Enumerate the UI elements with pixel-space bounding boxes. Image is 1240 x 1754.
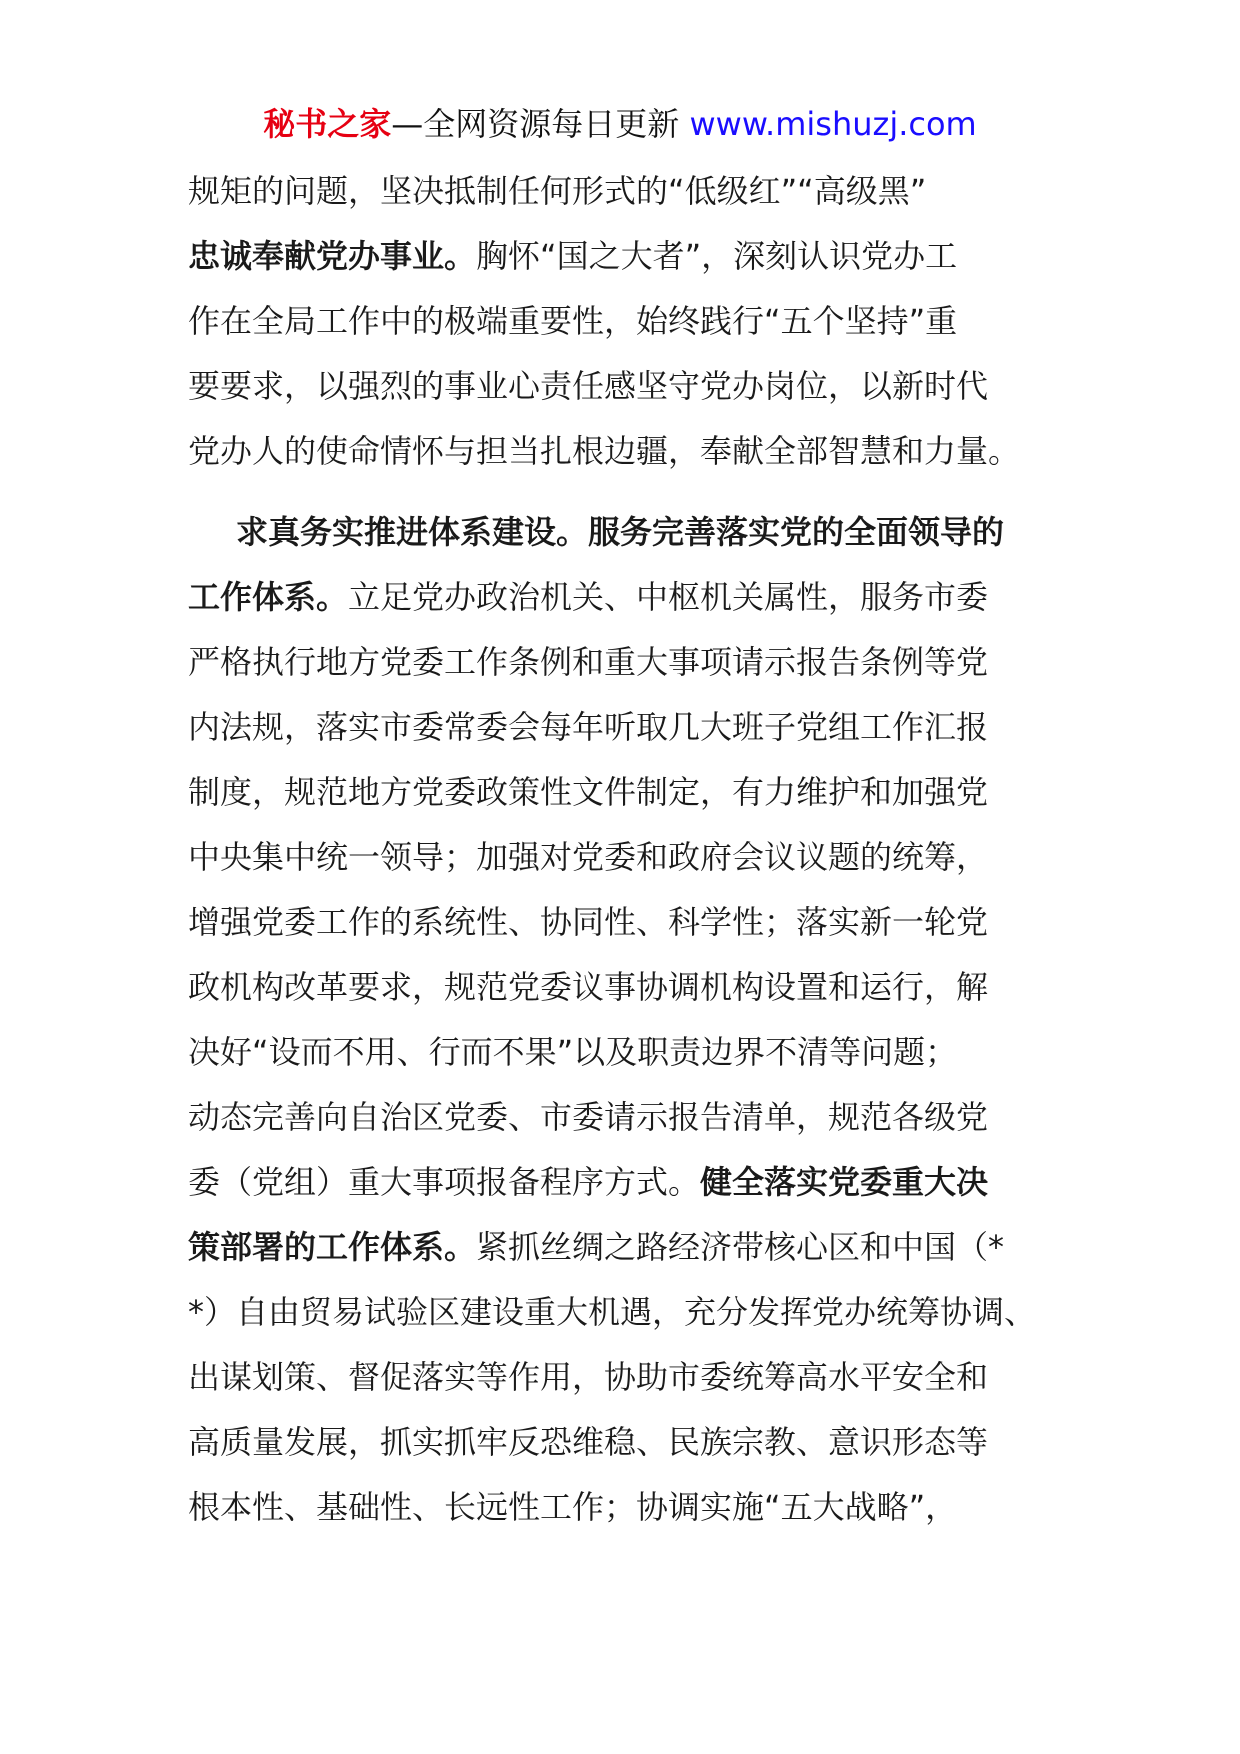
text-segment: 政机构改革要求，规范党委议事协调机构设置和运行，解 — [188, 968, 989, 1006]
text-segment: 严格执行地方党委工作条例和重大事项请示报告条例等党 — [188, 643, 989, 681]
text-segment: 要要求，以强烈的事业心责任感坚守党办岗位，以新时代 — [188, 367, 989, 405]
text-line — [188, 1410, 1068, 1475]
text-line — [188, 159, 1068, 224]
text-line — [188, 695, 1068, 760]
text-line — [188, 500, 1068, 565]
bold-text: 忠诚奉献党办事业。 — [188, 237, 477, 275]
text-line — [188, 1085, 1068, 1150]
text-line — [188, 224, 1068, 289]
text-line — [188, 630, 1068, 695]
text-segment: 出谋划策、督促落实等作用，协助市委统筹高水平安全和 — [188, 1358, 989, 1396]
paragraph-1 — [188, 159, 1068, 484]
brand-name: 秘书之家 — [263, 105, 392, 143]
text-line — [188, 890, 1068, 955]
text-segment: 委（党组）重大事项报备程序方式。 — [188, 1163, 701, 1201]
bold-text: 工作体系。 — [188, 578, 349, 616]
text-segment: 胸怀“国之大者”，深刻认识党办工 — [476, 237, 958, 275]
bold-text: 策部署的工作体系。 — [188, 1228, 477, 1266]
text-segment: 作在全局工作中的极端重要性，始终践行“五个坚持”重 — [188, 302, 958, 340]
text-line — [188, 419, 1068, 484]
text-line — [188, 1345, 1068, 1410]
text-segment: *）自由贸易试验区建设重大机遇，充分发挥党办统筹协调、 — [188, 1293, 1037, 1331]
text-segment: 制度，规范地方党委政策性文件制定，有力维护和加强党 — [188, 773, 989, 811]
text-line — [188, 1475, 1068, 1540]
text-segment: 内法规，落实市委常委会每年听取几大班子党组工作汇报 — [188, 708, 989, 746]
text-line — [188, 825, 1068, 890]
text-segment: 决好“设而不用、行而不果”以及职责边界不清等问题； — [188, 1033, 958, 1071]
paragraph-2 — [188, 500, 1068, 1540]
bold-text: 求真务实推进体系建设。服务完善落实党的全面领导的 — [236, 513, 1005, 551]
header-url[interactable]: www.mishuzj.com — [689, 105, 977, 143]
text-line — [188, 1280, 1068, 1345]
text-line — [188, 955, 1068, 1020]
bold-text: 健全落实党委重大决 — [700, 1163, 989, 1201]
text-line — [188, 354, 1068, 419]
text-line — [188, 289, 1068, 354]
text-segment: 增强党委工作的系统性、协同性、科学性；落实新一轮党 — [188, 903, 989, 941]
header-tagline: —全网资源每日更新 — [391, 105, 690, 143]
text-line — [188, 760, 1068, 825]
text-segment: 高质量发展，抓实抓牢反恐维稳、民族宗教、意识形态等 — [188, 1423, 989, 1461]
document-body — [188, 159, 1068, 1540]
text-segment: 紧抓丝绸之路经济带核心区和中国（* — [476, 1228, 1005, 1266]
text-segment: 立足党办政治机关、中枢机关属性，服务市委 — [348, 578, 989, 616]
text-line — [188, 1020, 1068, 1085]
text-segment: 党办人的使命情怀与担当扎根边疆，奉献全部智慧和力量。 — [188, 432, 1021, 470]
text-line — [188, 1215, 1068, 1280]
text-segment: 根本性、基础性、长远性工作；协调实施“五大战略”， — [188, 1488, 958, 1526]
text-line — [188, 565, 1068, 630]
page-header — [0, 100, 1240, 148]
text-line — [188, 1150, 1068, 1215]
text-segment: 规矩的问题，坚决抵制任何形式的“低级红”“高级黑” — [188, 172, 927, 210]
text-segment: 中央集中统一领导；加强对党委和政府会议议题的统筹， — [188, 838, 989, 876]
text-segment: 动态完善向自治区党委、市委请示报告清单，规范各级党 — [188, 1098, 989, 1136]
